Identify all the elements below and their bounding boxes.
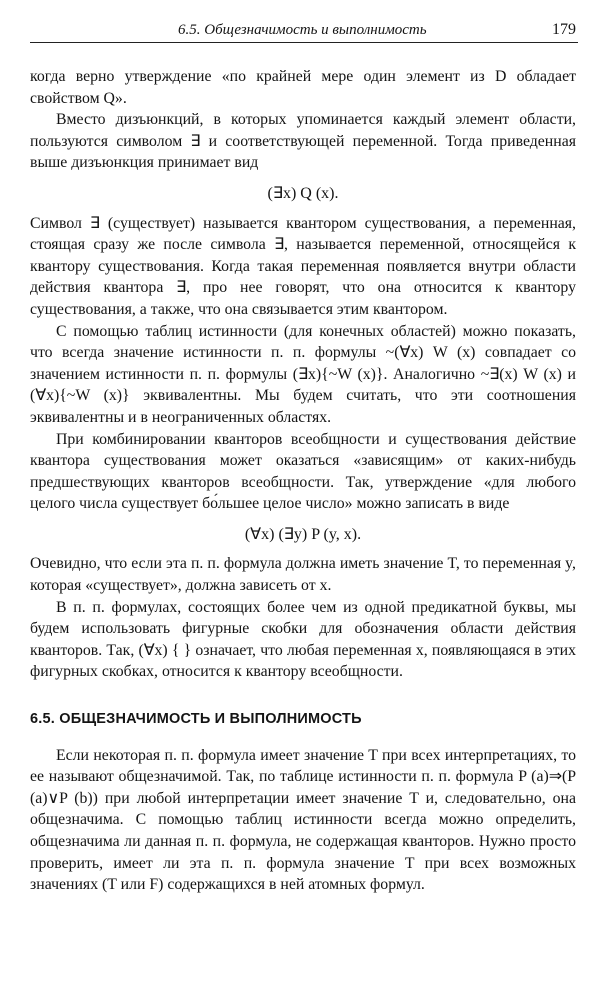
paragraph: При комбинировании кванторов всеобщности и существования действие квантора существования может оказаться «зависящим» от каких-нибудь предшествующих кванторов всеобщности. Так, утверждение «для любого целого числа существует бо́льшее целое число» можно записать в виде (30, 430, 576, 513)
section-heading: 6.5. ОБЩЕЗНАЧИМОСТЬ И ВЫПОЛНИМОСТЬ (30, 711, 362, 728)
page-body (30, 66, 576, 896)
paragraph: Символ ∃ (существует) называется квантором существования, а переменная, стоящая сразу же после символа ∃, называется переменной, относящейся к квантору существования. Когда такая переменная появляется внутри области действия квантора ∃, про нее говорят, что она относится к квантору существования, а также, что она связывается этим квантором. (30, 214, 576, 318)
paragraph: С помощью таблиц истинности (для конечных областей) можно показать, что всегда значение истинности п. п. формулы ~(∀x) W (x) совпадает со значением истинности п. п. формулы (∃x){~W (x)}. Аналогично ~∃(x) W (x) и (∀x){~W (x)} эквивалентны. Мы будем считать, что эти соотношения эквивалентны и в неограниченных областях. (30, 322, 576, 426)
formula-exists: (∃x) Q (x). (267, 184, 339, 202)
paragraph: В п. п. формулах, состоящих более чем из одной предикатной буквы, мы будем использовать фигурные скобки для обозначения области действия кванторов. Так, (∀x) { } означает, что любая переменная x, появляющаяся в этих фигурных скобках, относится к квантору всеобщности. (30, 598, 576, 681)
running-title: 6.5. Общезначимость и выполнимость (178, 22, 427, 38)
page-number: 179 (552, 21, 576, 38)
formula-forall-exists: (∀x) (∃y) P (y, x). (244, 525, 362, 543)
page-header (30, 18, 578, 43)
paragraph: когда верно утверждение «по крайней мере один элемент из D обладает свойством Q». (30, 68, 576, 107)
paragraph: Очевидно, что если эта п. п. формула должна иметь значение T, то переменная y, которая «существует», должна зависеть от x. (30, 555, 576, 595)
paragraph: Вместо дизъюнкций, в которых упоминается каждый элемент области, пользуются символом ∃ и соответствующей переменной. Тогда приведенная выше дизъюнкция принимает вид (30, 111, 576, 172)
paragraph: Если некоторая п. п. формула имеет значение T при всех интерпретациях, то ее называют общезначимой. Так, по таблице истинности п. п. формула P (a)⇒(P (a)∨P (b)) при любой интерпретации имеет значение T и, следовательно, она общезначима. С помощью таблиц истинности всегда можно определить, общезначима ли данная п. п. формула, не содержащая кванторов. Нужно просто проверить, имеет ли эта п. п. формула значение T при всех возможных значениях (T или F) содержащихся в ней атомных формул. (30, 746, 576, 894)
